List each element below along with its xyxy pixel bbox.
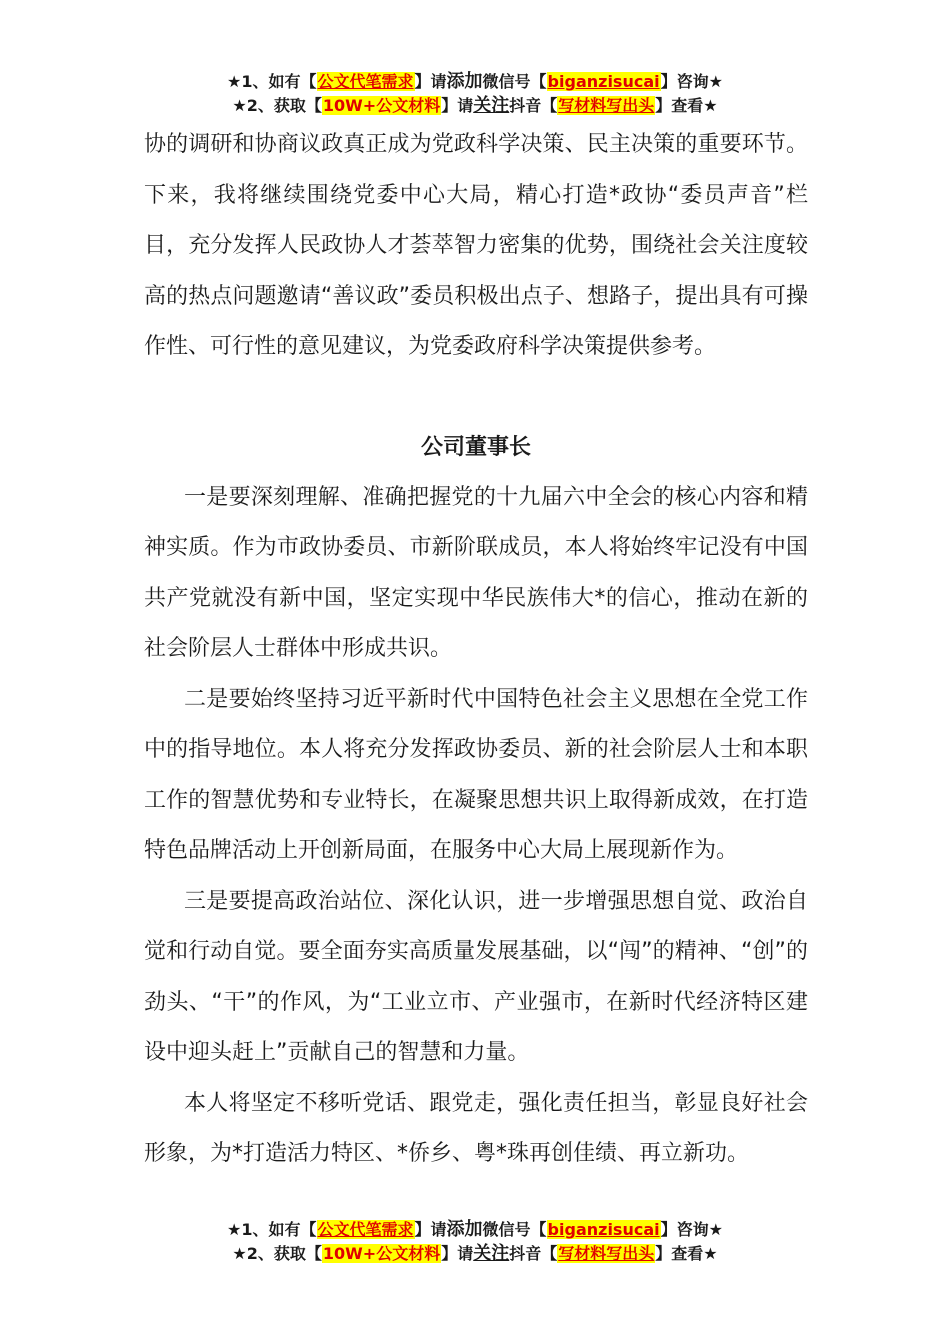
paragraph-3: 三是要提高政治站位、深化认识，进一步增强思想自觉、政治自觉和行动自觉。要全面夯实高质量发展基础，以“闯”的精神、“创”的劲头、“干”的作风，为“工业立市、产业强市，在新时代经济特区建设中迎头赶上”贡献自己的智慧和力量。 <box>144 888 808 1065</box>
bottom-banner <box>0 1218 950 1266</box>
banner-line-1 <box>0 1218 950 1242</box>
banner-text: 】请 <box>441 96 474 115</box>
banner-text: ★2、获取【 <box>232 1244 322 1263</box>
banner-text: 】咨询★ <box>660 72 723 91</box>
banner-text: 微信号【 <box>482 72 547 91</box>
banner-text: ★1、如有【 <box>227 1220 317 1239</box>
banner-wechat-id: biganzisucai <box>547 1220 660 1239</box>
paragraph-2: 二是要始终坚持习近平新时代中国特色社会主义思想在全党工作中的指导地位。本人将充分发挥政协委员、新的社会阶层人士和本职工作的智慧优势和专业特长，在凝聚思想共识上取得新成效，在打造特色品牌活动上开创新局面，在服务中心大局上展现新作为。 <box>144 686 808 863</box>
banner-emphasis: 关注 <box>473 95 510 116</box>
continued-paragraph: 协的调研和协商议政真正成为党政科学决策、民主决策的重要环节。下来，我将继续围绕党委中心大局，精心打造*政协“委员声音”栏目，充分发挥人民政协人才荟萃智力密集的优势，围绕社会关注度较高的热点问题邀请“善议政”委员积极出点子、想路子，提出具有可操作性、可行性的意见建议，为党委政府科学决策提供参考。 <box>144 132 808 359</box>
banner-highlight: 公文代笔需求 <box>317 72 414 91</box>
banner-highlight: 公文代笔需求 <box>317 1220 414 1239</box>
section-heading: 公司董事长 <box>420 434 531 460</box>
banner-wechat-id: biganzisucai <box>547 72 660 91</box>
banner-emphasis: 添加 <box>446 1219 483 1240</box>
banner-text: ★1、如有【 <box>227 72 317 91</box>
banner-text: 】请 <box>441 1244 474 1263</box>
banner-text: 】请 <box>414 1220 447 1239</box>
banner-text: 】请 <box>414 72 447 91</box>
banner-text: 抖音【 <box>509 96 558 115</box>
paragraph-4: 本人将坚定不移听党话、跟党走，强化责任担当，彰显良好社会形象，为*打造活力特区、*侨乡、粤*珠再创佳绩、再立新功。 <box>144 1090 808 1166</box>
banner-highlight: 10W+公文材料 <box>322 96 441 115</box>
banner-emphasis: 添加 <box>446 71 483 92</box>
banner-douyin-id: 写材料写出头 <box>558 96 655 115</box>
banner-douyin-id: 写材料写出头 <box>558 1244 655 1263</box>
banner-text: 】咨询★ <box>660 1220 723 1239</box>
banner-line-1 <box>0 70 950 94</box>
paragraph-1: 一是要深刻理解、准确把握党的十九届六中全会的核心内容和精神实质。作为市政协委员、市新阶联成员，本人将始终牢记没有中国共产党就没有新中国，坚定实现中华民族伟大*的信心，推动在新的社会阶层人士群体中形成共识。 <box>144 484 808 661</box>
banner-text: ★2、获取【 <box>232 96 322 115</box>
banner-highlight: 10W+公文材料 <box>322 1244 441 1263</box>
banner-line-2 <box>0 94 950 118</box>
banner-text: 】查看★ <box>655 96 718 115</box>
banner-text: 抖音【 <box>509 1244 558 1263</box>
banner-text: 微信号【 <box>482 1220 547 1239</box>
document-body <box>144 120 808 1180</box>
banner-emphasis: 关注 <box>473 1243 510 1264</box>
banner-line-2 <box>0 1242 950 1266</box>
banner-text: 】查看★ <box>655 1244 718 1263</box>
top-banner <box>0 70 950 118</box>
